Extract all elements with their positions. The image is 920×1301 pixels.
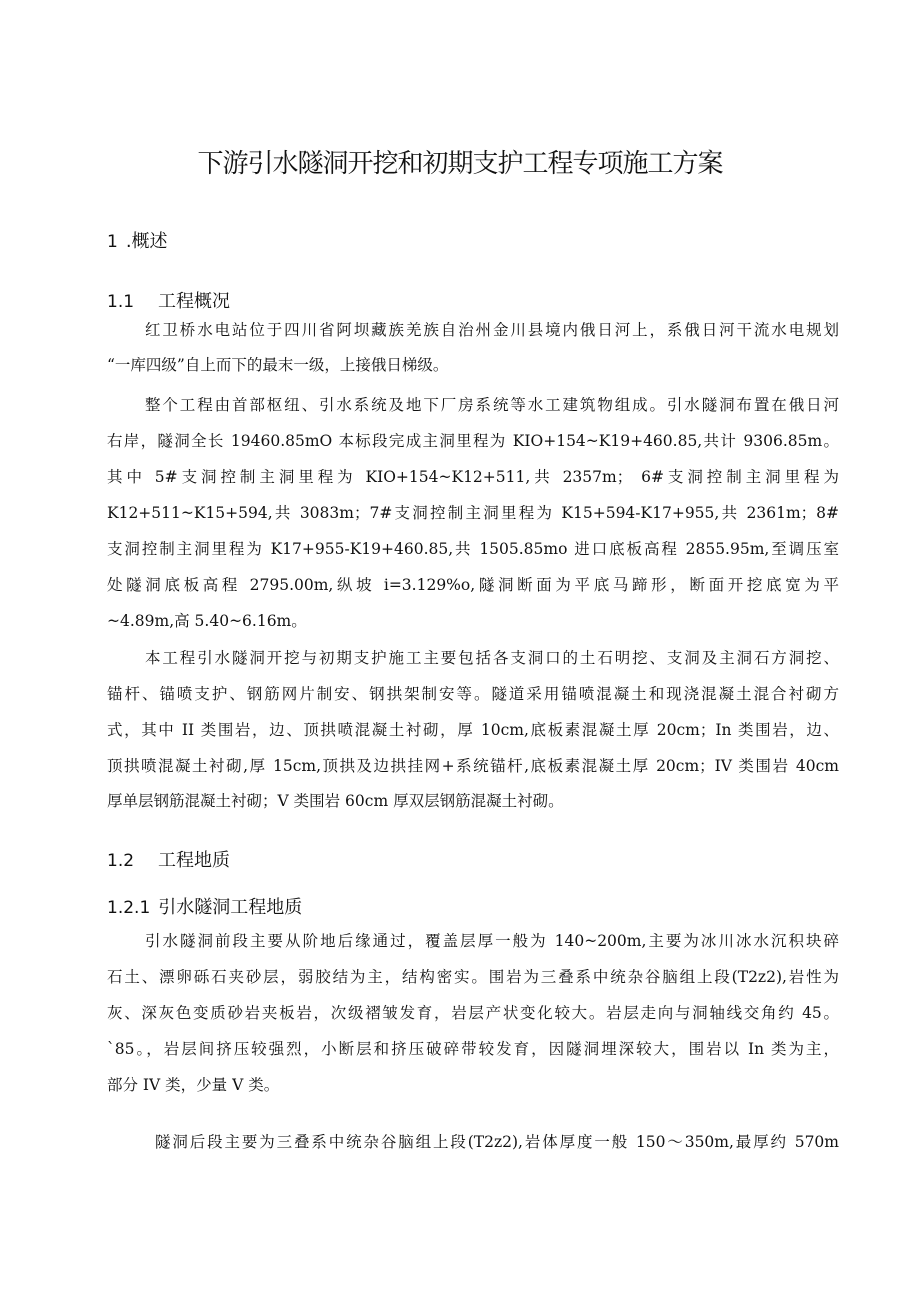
section-label: 引水隧洞工程地质 <box>158 897 303 918</box>
section-label: 工程地质 <box>158 850 231 871</box>
document-title: 下游引水隧洞开挖和初期支护工程专项施工方案 <box>197 149 723 179</box>
paragraph-line: 顶拱喷混凝土衬砌,厚 15cm,顶拱及边拱挂网+系统锚杆,底板素混凝土厚 20cm；IV 类围岩 40cm <box>107 757 839 775</box>
paragraph-line: “一库四级”自上而下的最末一级，上接俄日梯级。 <box>107 356 449 374</box>
paragraph-line: 处隧洞底板高程 2795.00m,纵坡 i=3.129%o,隧洞断面为平底马蹄形，断面开挖底宽为平 <box>107 576 839 594</box>
paragraph-line: 本工程引水隧洞开挖与初期支护施工主要包括各支洞口的土石明挖、支洞及主洞石方洞挖、 <box>145 649 839 667</box>
paragraph-line: 厚单层钢筋混凝土衬砌；V 类围岩 60cm 厚双层钢筋混凝土衬砌。 <box>107 792 564 810</box>
section-1-1-heading <box>107 287 230 313</box>
paragraph-line: 整个工程由首部枢纽、引水系统及地下厂房系统等水工建筑物组成。引水隧洞布置在俄日河 <box>145 396 839 414</box>
paragraph-line: 锚杆、锚喷支护、钢筋网片制安、钢拱架制安等。隧道采用锚喷混凝土和现浇混凝土混合衬砌方 <box>107 685 839 703</box>
paragraph-line: `85。，岩层间挤压较强烈，小断层和挤压破碎带较发育，因隧洞埋深较大，围岩以 In 类为主， <box>107 1040 839 1058</box>
section-label: .概述 <box>125 231 168 252</box>
paragraph-line: 支洞控制主洞里程为 K17+955-K19+460.85,共 1505.85mo 进口底板高程 2855.95m,至调压室 <box>107 540 839 558</box>
paragraph-line: 石土、漂卵砾石夹砂层，弱胶结为主，结构密实。围岩为三叠系中统杂谷脑组上段(T2z2),岩性为 <box>107 968 839 986</box>
section-number: 1.2.1 <box>107 898 151 918</box>
section-label: 工程概况 <box>158 291 231 312</box>
section-1-2-1-heading <box>107 893 302 919</box>
paragraph-line: 其中 5#支洞控制主洞里程为 KIO+154~K12+511,共 2357m； 6#支洞控制主洞里程为 <box>107 468 839 486</box>
section-number: 1.2 <box>107 851 135 871</box>
paragraph-line: ~4.89m,高 5.40~6.16m。 <box>107 612 307 630</box>
section-1-heading <box>107 227 168 253</box>
paragraph-line: 引水隧洞前段主要从阶地后缘通过，覆盖层厚一般为 140~200m,主要为冰川冰水沉积块碎 <box>145 932 839 950</box>
section-number: 1.1 <box>107 292 135 312</box>
paragraph-line: 部分 IV 类，少量 V 类。 <box>107 1076 280 1094</box>
paragraph-line: 右岸，隧洞全长 19460.85mO 本标段完成主洞里程为 KIO+154~K19+460.85,共计 9306.85m。 <box>107 432 839 450</box>
section-number: 1 <box>107 232 118 252</box>
paragraph-line: 红卫桥水电站位于四川省阿坝藏族羌族自治州金川县境内俄日河上，系俄日河干流水电规划 <box>145 321 839 339</box>
paragraph-line: 式，其中 II 类围岩，边、顶拱喷混凝土衬砌，厚 10cm,底板素混凝土厚 20cm；In 类围岩，边、 <box>107 721 839 739</box>
section-1-2-heading <box>107 846 230 872</box>
paragraph-line: K12+511~K15+594,共 3083m；7#支洞控制主洞里程为 K15+594-K17+955,共 2361m；8# <box>107 504 839 522</box>
paragraph-line: 隧洞后段主要为三叠系中统杂谷脑组上段(T2z2),岩体厚度一般 150～350m,最厚约 570m <box>155 1133 839 1151</box>
paragraph-line: 灰、深灰色变质砂岩夹板岩，次级褶皱发育，岩层产状变化较大。岩层走向与洞轴线交角约 45。 <box>107 1004 839 1022</box>
